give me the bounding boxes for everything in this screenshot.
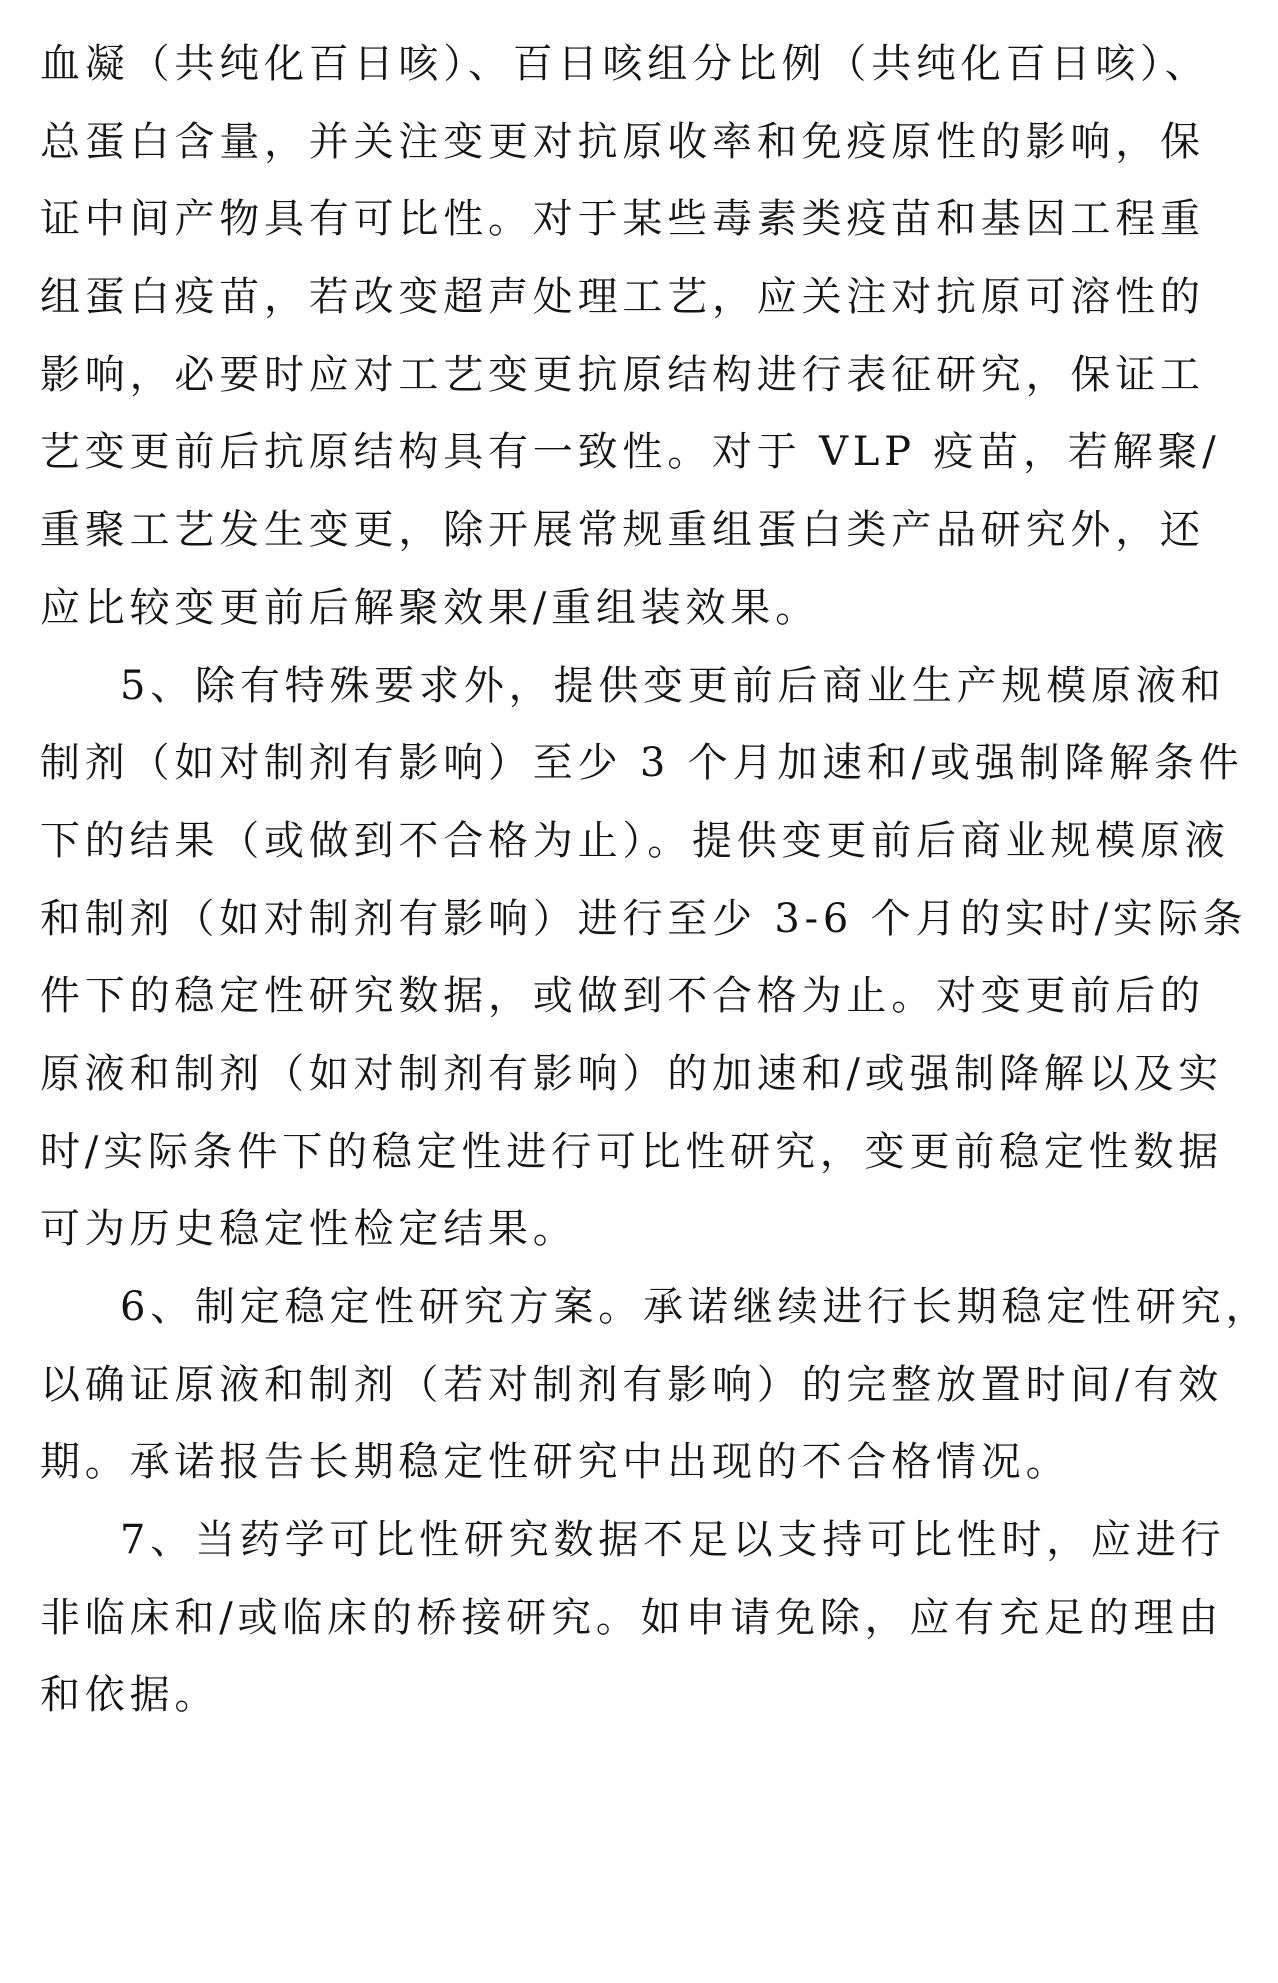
text-line: 制剂（如对制剂有影响）至少 3 个月加速和/或强制降解条件 bbox=[40, 740, 1244, 787]
body-text bbox=[40, 26, 1271, 1735]
paragraph-5-start: 5、除有特殊要求外，提供变更前后商业生产规模原液和 bbox=[120, 662, 1226, 709]
paragraph-7-start: 7、当药学可比性研究数据不足以支持可比性时，应进行 bbox=[120, 1517, 1226, 1564]
text-line: 总蛋白含量，并关注变更对抗原收率和免疫原性的影响，保 bbox=[40, 118, 1205, 165]
text-line: 和依据。 bbox=[40, 1672, 220, 1719]
text-line: 件下的稳定性研究数据，或做到不合格为止。对变更前后的 bbox=[40, 973, 1205, 1020]
text-line: 以确证原液和制剂（若对制剂有影响）的完整放置时间/有效 bbox=[40, 1361, 1224, 1408]
text-line: 下的结果（或做到不合格为止）。提供变更前后商业规模原液 bbox=[40, 817, 1230, 864]
text-line: 时/实际条件下的稳定性进行可比性研究，变更前稳定性数据 bbox=[40, 1128, 1224, 1175]
text-line: 应比较变更前后解聚效果/重组装效果。 bbox=[40, 584, 820, 631]
text-line: 和制剂（如对制剂有影响）进行至少 3-6 个月的实时/实际条 bbox=[40, 895, 1248, 942]
text-line: 非临床和/或临床的桥接研究。如申请免除，应有充足的理由 bbox=[40, 1594, 1224, 1641]
text-line: 组蛋白疫苗，若改变超声处理工艺，应关注对抗原可溶性的 bbox=[40, 274, 1205, 321]
text-line: 艺变更前后抗原结构具有一致性。对于 VLP 疫苗，若解聚/ bbox=[40, 429, 1221, 476]
text-line: 影响，必要时应对工艺变更抗原结构进行表征研究，保证工 bbox=[40, 351, 1205, 398]
text-line: 可为历史稳定性检定结果。 bbox=[40, 1206, 578, 1253]
text-line: 重聚工艺发生变更，除开展常规重组蛋白类产品研究外，还 bbox=[40, 507, 1205, 554]
text-line: 原液和制剂（如对制剂有影响）的加速和/或强制降解以及实 bbox=[40, 1050, 1224, 1097]
text-line: 证中间产物具有可比性。对于某些毒素类疫苗和基因工程重 bbox=[40, 196, 1205, 243]
paragraph-6-start: 6、制定稳定性研究方案。承诺继续进行长期稳定性研究， bbox=[120, 1284, 1271, 1330]
text-line: 期。承诺报告长期稳定性研究中出现的不合格情况。 bbox=[40, 1439, 1071, 1486]
text-line: 血凝（共纯化百日咳）、百日咳组分比例（共纯化百日咳）、 bbox=[40, 41, 1210, 87]
